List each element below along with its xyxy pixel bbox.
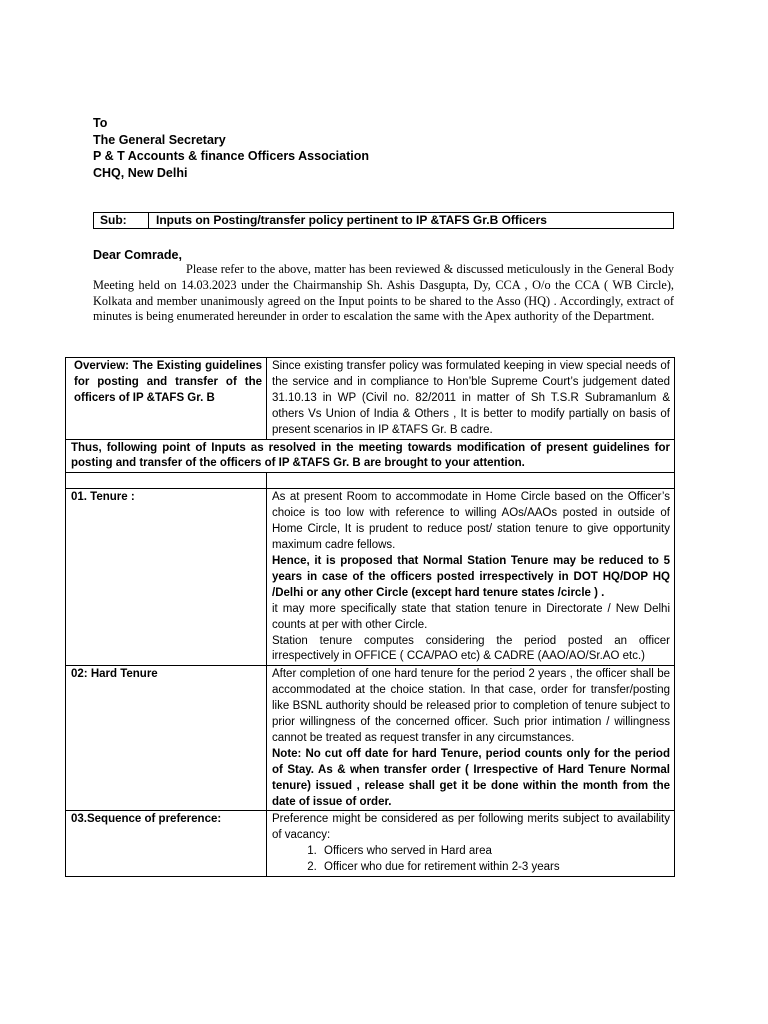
merit-item: 2. Officer who due for retirement within 2-3 years <box>320 860 670 876</box>
table-row-overview <box>66 358 675 440</box>
note-text: No cut off date for hard Tenure, period counts only for the period of Stay. As & when transfer order ( Irrespective of Hard Tenure Normal tenure) issued , release shall get it be done within the month from the date of issue of order. <box>272 747 670 808</box>
merit-list <box>272 844 670 876</box>
policy-table <box>65 357 675 877</box>
sequence-content <box>267 811 675 877</box>
hard-tenure-content <box>267 666 675 811</box>
overview-label: Overview: The Existing guidelines for posting and transfer of the officers of IP &TAFS Gr. B <box>66 358 267 440</box>
recipient-address <box>93 115 369 181</box>
sequence-intro: Preference might be considered as per following merits subject to availability of vacancy: <box>272 813 670 842</box>
spacer-cell-left <box>66 473 267 489</box>
body-paragraph-text: Please refer to the above, matter has been reviewed & discussed meticulously in the General Body Meeting held on 14.03.2023 under the Chairmanship Sh. Ashis Dasgupta, Dy, CCA , O/o the CCA ( WB Circle), Kolkata and member unanimously agreed on the Input points to be shared to the Asso (HQ) . Accordingly, extract of minutes is being enumerated hereunder in order to escalation the same with the Apex authority of the Department. <box>93 262 674 324</box>
body-paragraph <box>93 262 674 325</box>
spacer-cell-right <box>267 473 675 489</box>
note-label: Note: <box>272 747 302 760</box>
tenure-para-4: Station tenure computes considering the period posted an officer irrespectively in OFFICE ( CCA/PAO etc) & CADRE (AAO/AO/Sr.AO etc.) <box>272 634 670 663</box>
tenure-para-1: As at present Room to accommodate in Home Circle based on the Officer’s choice is too low with reference to willing AOs/AAOs posted in outside of Home Circle, It is prudent to reduce post/ station tenure to give opportunity maximum cadre fellows. <box>272 491 670 552</box>
subject-box <box>93 212 674 229</box>
subject-label: Sub: <box>94 213 149 228</box>
subject-text: Inputs on Posting/transfer policy pertinent to IP &TAFS Gr.B Officers <box>156 213 547 227</box>
merit-item: 1. Officers who served in Hard area <box>320 844 670 860</box>
hard-tenure-label: 02: Hard Tenure <box>66 666 267 811</box>
address-to: To <box>93 116 108 130</box>
hard-tenure-para-1: After completion of one hard tenure for the period 2 years , the officer shall be accommodated at the choice station. In that case, order for transfer/posting like BSNL authority should be released prior to completion of tenure subject to prior willingness of the concerned officer. Such prior intimation / willingness cannot be treated as request transfer in any circumstances. <box>272 668 670 744</box>
summary-row: Thus, following point of Inputs as resolved in the meeting towards modification of present guidelines for posting and transfer of the officers of IP &TAFS Gr. B are brought to your attention. <box>66 439 675 473</box>
sequence-label: 03.Sequence of preference: <box>66 811 267 877</box>
salutation: Dear Comrade, <box>93 248 182 262</box>
table-row-spacer <box>66 473 675 489</box>
hard-tenure-note <box>272 747 670 811</box>
table-row-summary <box>66 439 675 473</box>
address-line-2: P & T Accounts & finance Officers Association <box>93 149 369 164</box>
tenure-para-2: Hence, it is proposed that Normal Station Tenure may be reduced to 5 years in case of the officers posted irrespectively in DOT HQ/DOP HQ /Delhi or any other Circle (except hard tenure states /circle ) . <box>272 554 670 599</box>
address-line-1: The General Secretary <box>93 132 226 147</box>
overview-text: Since existing transfer policy was formulated keeping in view special needs of the service and in compliance to Hon’ble Supreme Court’s judgement dated 31.10.13 in WP (Civil no. 82/2011 in matter of Sh T.S.R Subramanlum & others Vs Union of India & Others , It is better to modify partially on basis of present scenarios in IP &TAFS Gr. B cadre. <box>267 358 675 440</box>
tenure-label: 01. Tenure : <box>66 489 267 666</box>
table-row-tenure <box>66 489 675 666</box>
tenure-content <box>267 489 675 666</box>
table-row-hard-tenure <box>66 666 675 811</box>
tenure-para-3: it may more specifically state that station tenure in Directorate / New Delhi counts at per with other Circle. <box>272 602 670 631</box>
table-row-sequence <box>66 811 675 877</box>
address-line-3: CHQ, New Delhi <box>93 165 188 180</box>
